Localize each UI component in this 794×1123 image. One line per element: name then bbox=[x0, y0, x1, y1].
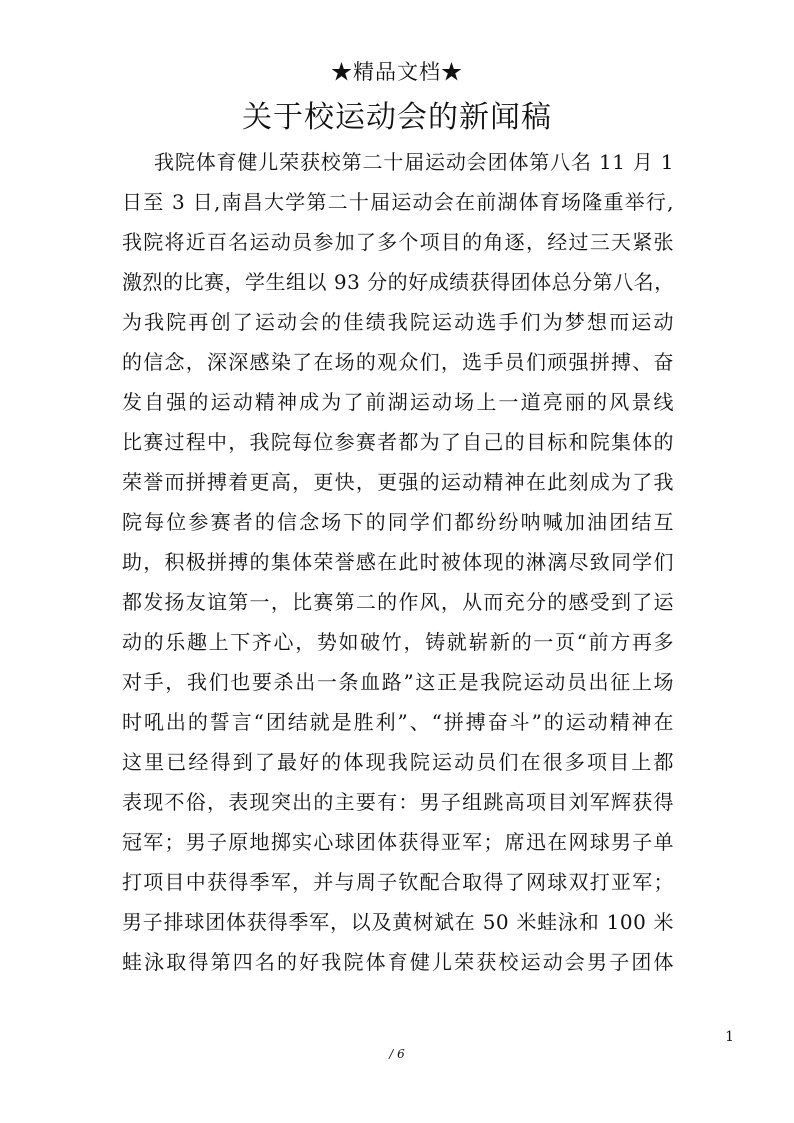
body-line: 比赛过程中，我院每位参赛者都为了自己的目标和院集体的 bbox=[122, 430, 674, 454]
article-title: 关于校运动会的新闻稿 bbox=[242, 100, 552, 135]
article-body bbox=[122, 142, 674, 982]
body-line: 激烈的比赛，学生组以 93 分的好成绩获得团体总分第八名， bbox=[122, 270, 675, 294]
document-header: ★精品文档★ bbox=[331, 60, 463, 84]
page-count: / 6 bbox=[389, 1047, 405, 1061]
body-line: 冠军；男子原地掷实心球团体获得亚军；席迅在网球男子单 bbox=[122, 830, 674, 854]
body-line: 打项目中获得季军，并与周子钦配合取得了网球双打亚军； bbox=[122, 870, 674, 894]
body-line: 表现不俗，表现突出的主要有：男子组跳高项目刘军辉获得 bbox=[122, 790, 674, 814]
body-line: 荣誉而拼搏着更高，更快，更强的运动精神在此刻成为了我 bbox=[122, 470, 674, 494]
body-line: 动的乐趣上下齐心，势如破竹，铸就崭新的一页“前方再多 bbox=[122, 630, 674, 654]
body-line: 这里已经得到了最好的体现我院运动员们在很多项目上都 bbox=[122, 750, 674, 774]
body-line: 日至 3 日,南昌大学第二十届运动会在前湖体育场隆重举行, bbox=[122, 190, 674, 214]
page-number: 1 bbox=[725, 1029, 734, 1045]
body-line: 男子排球团体获得季军，以及黄树斌在 50 米蛙泳和 100 米 bbox=[122, 910, 674, 934]
body-line: 发自强的运动精神成为了前湖运动场上一道亮丽的风景线 bbox=[122, 390, 674, 414]
body-line: 蛙泳取得第四名的好我院体育健儿荣获校运动会男子团体 bbox=[122, 950, 674, 974]
body-line: 我院体育健儿荣获校第二十届运动会团体第八名 11 月 1 bbox=[154, 150, 674, 174]
body-line: 时吼出的誓言“团结就是胜利”、“拼搏奋斗”的运动精神在 bbox=[122, 710, 674, 734]
body-line: 对手，我们也要杀出一条血路”这正是我院运动员出征上场 bbox=[122, 670, 674, 694]
body-line: 都发扬友谊第一，比赛第二的作风，从而充分的感受到了运 bbox=[122, 590, 674, 614]
body-line: 院每位参赛者的信念场下的同学们都纷纷呐喊加油团结互 bbox=[122, 510, 674, 534]
body-line: 我院将近百名运动员参加了多个项目的角逐，经过三天紧张 bbox=[122, 230, 674, 254]
body-line: 助，积极拼搏的集体荣誉感在此时被体现的淋漓尽致同学们 bbox=[122, 550, 674, 574]
body-line: 的信念，深深感染了在场的观众们，选手员们顽强拼搏、奋 bbox=[122, 350, 674, 374]
body-line: 为我院再创了运动会的佳绩我院运动选手们为梦想而运动 bbox=[122, 310, 674, 334]
